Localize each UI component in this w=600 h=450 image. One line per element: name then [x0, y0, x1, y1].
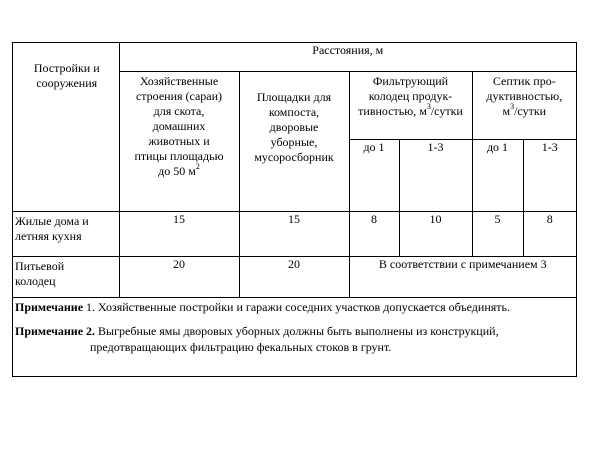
- farm-line-2: для скота,: [153, 103, 205, 118]
- farm-line-0: Хозяйственные: [139, 73, 219, 88]
- header-buildings-label: Постройки и сооружения: [33, 61, 100, 90]
- septic-line-2: $м^3$/сутки: [502, 101, 547, 118]
- cell-houses-filter-1-3: 10: [399, 211, 472, 256]
- note-1-number: 1.: [86, 300, 96, 314]
- filter-line-2: тивностью, $м^3$/сутки: [358, 101, 463, 118]
- compost-line-3: уборные,: [270, 134, 318, 149]
- cell-houses-septic-upto1: 5: [472, 211, 523, 256]
- header-farm-buildings: [119, 71, 239, 211]
- note-1: [15, 299, 573, 315]
- compost-line-4: мусоросборник: [254, 149, 334, 164]
- septic-range-upto1: до 1: [472, 139, 523, 211]
- note-2-text-line1: Выгребные ямы дворовых уборных должны быть выполнены из конструкций,: [98, 324, 499, 338]
- farm-line-6: до 50 $м^2$: [158, 161, 200, 178]
- septic-line-0: Септик про-: [492, 73, 556, 88]
- filter-line-0: Фильтрующий: [372, 73, 449, 88]
- filter-range-upto1: до 1: [349, 139, 399, 211]
- note-2-text-line2: предотвращающих фильтрацию фекальных стоков в грунт.: [90, 340, 392, 354]
- farm-line-1: строения (сараи): [135, 88, 223, 103]
- distance-table: [13, 43, 576, 298]
- cell-well-farm: 20: [119, 256, 239, 297]
- cell-well-compost: 20: [239, 256, 349, 297]
- row-label-well: [13, 256, 119, 297]
- filter-range-1-3: 1-3: [399, 139, 472, 211]
- septic-line-1: дуктивностью,: [486, 88, 563, 103]
- header-septic: [472, 71, 576, 139]
- row-label-houses: [13, 211, 119, 256]
- filter-line-1: колодец продук-: [368, 88, 453, 103]
- notes-section: [15, 299, 573, 355]
- header-compost: [239, 71, 349, 211]
- header-buildings: [13, 43, 119, 211]
- header-filter-well: [349, 71, 472, 139]
- cell-houses-compost: 15: [239, 211, 349, 256]
- compost-line-1: компоста,: [268, 104, 320, 119]
- farm-line-3: домашних: [152, 118, 206, 133]
- septic-range-1-3: 1-3: [523, 139, 576, 211]
- farm-line-5: птицы площадью: [134, 148, 224, 163]
- row-houses-line-0: Жилые дома и: [15, 213, 89, 228]
- farm-line-4: животных и: [148, 133, 210, 148]
- note-1-label: Примечание: [15, 300, 84, 314]
- document-frame: [12, 42, 577, 377]
- note-2-label: Примечание 2.: [15, 324, 96, 338]
- cell-well-merged: В соответствии с примечанием 3: [349, 256, 576, 297]
- compost-line-0: Площадки для: [256, 89, 332, 104]
- header-distances: [119, 43, 576, 71]
- note-2: [15, 323, 573, 355]
- compost-line-2: дворовые: [269, 119, 319, 134]
- row-houses-line-1: летняя кухня: [15, 228, 82, 243]
- row-well-line-1: колодец: [15, 273, 56, 288]
- cell-houses-septic-1-3: 8: [523, 211, 576, 256]
- header-distances-label: Расстояния, м: [312, 43, 384, 57]
- row-well-line-0: Питьевой: [15, 258, 65, 273]
- note-1-text: Хозяйственные постройки и гаражи соседних участков допускается объединять.: [98, 300, 510, 314]
- cell-houses-filter-upto1: 8: [349, 211, 399, 256]
- cell-houses-farm: 15: [119, 211, 239, 256]
